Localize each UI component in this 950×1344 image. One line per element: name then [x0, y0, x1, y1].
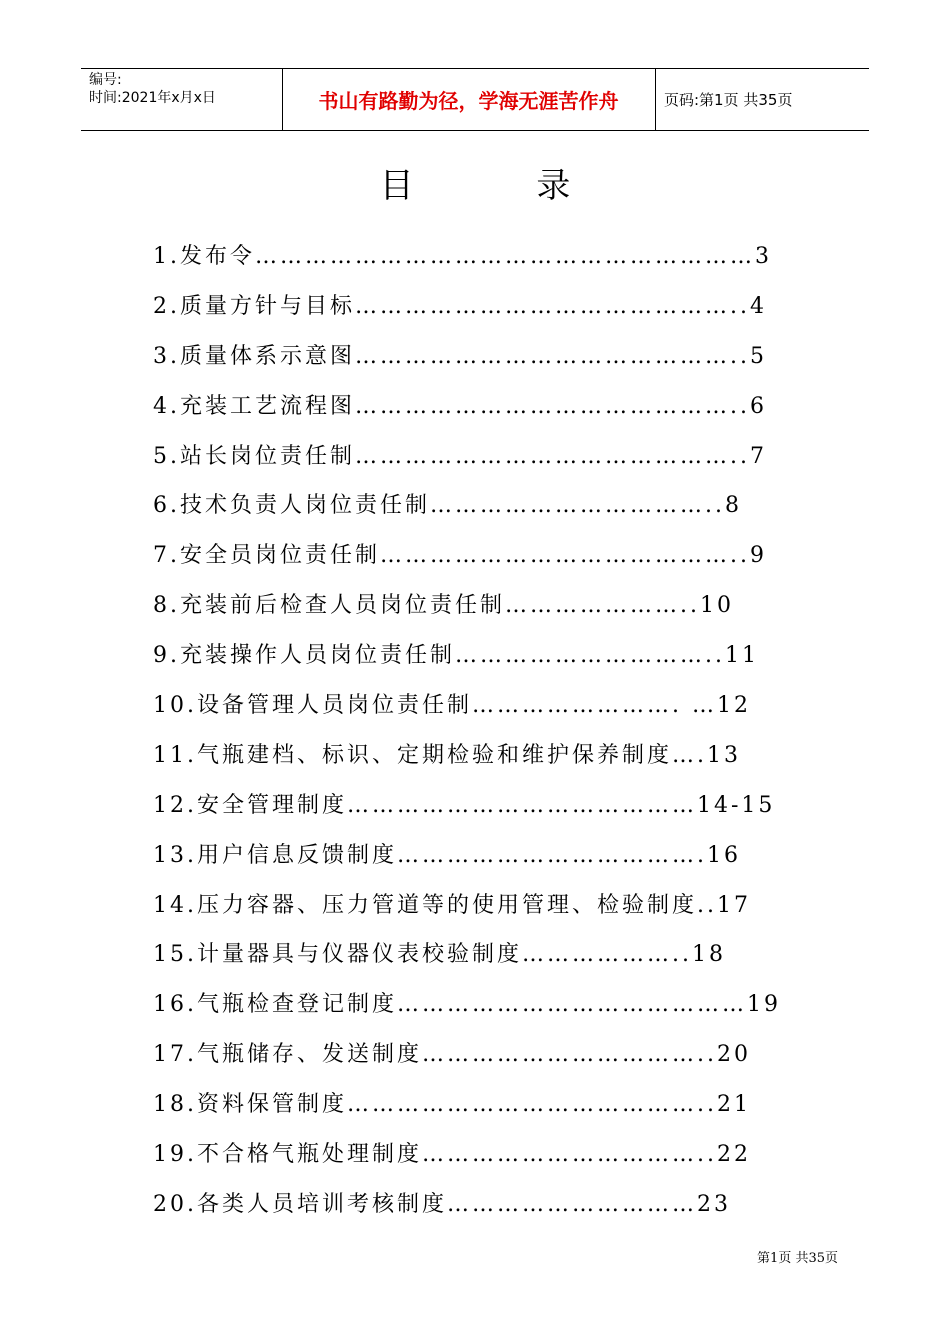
toc-entry[interactable]: 11.气瓶建档、标识、定期检验和维护保养制度….13: [153, 742, 741, 768]
document-time-label: 时间:2021年x月x日: [89, 90, 216, 106]
toc-entry[interactable]: 17.气瓶储存、发送制度……………………………..20: [153, 1042, 751, 1068]
toc-entry[interactable]: 19.不合格气瓶处理制度……………………………..22: [153, 1142, 751, 1168]
toc-entry[interactable]: 16.气瓶检查登记制度……………………………………19: [153, 992, 781, 1018]
header-meta: [89, 71, 216, 107]
toc-entry[interactable]: 8.充装前后检查人员岗位责任制…………………..10: [153, 593, 734, 619]
toc-entry[interactable]: 7.安全员岗位责任制……………………………………..9: [153, 543, 767, 569]
toc-entry[interactable]: 9.充装操作人员岗位责任制…………………………..11: [153, 643, 759, 669]
page-title: 目 录: [379, 166, 627, 206]
toc-entry[interactable]: 20.各类人员培训考核制度…………………………23: [153, 1191, 731, 1217]
header-divider: [655, 69, 656, 130]
toc-entry[interactable]: 3.质量体系示意图………………………………………..5: [153, 343, 767, 369]
toc-entry[interactable]: 18.资料保管制度……………………………………..21: [153, 1092, 751, 1118]
toc-entry[interactable]: 6.技术负责人岗位责任制……………………………..8: [153, 493, 742, 519]
table-of-contents: [153, 232, 781, 1230]
toc-entry[interactable]: 12.安全管理制度……………………………………14-15: [153, 792, 776, 818]
page-header: [81, 68, 869, 131]
toc-entry[interactable]: 15.计量器具与仪器仪表校验制度………………..18: [153, 942, 726, 968]
toc-entry[interactable]: 4.充装工艺流程图………………………………………..6: [153, 393, 767, 419]
toc-entry[interactable]: 10.设备管理人员岗位责任制……………………. …12: [153, 693, 751, 719]
toc-entry[interactable]: 2.质量方针与目标………………………………………..4: [153, 293, 767, 319]
header-page-number: 页码:第1页 共35页: [664, 91, 793, 109]
header-motto: 书山有路勤为径，学海无涯苦作舟: [318, 89, 619, 113]
toc-entry[interactable]: 5.站长岗位责任制………………………………………..7: [153, 443, 767, 469]
toc-entry[interactable]: 14.压力容器、压力管道等的使用管理、检验制度..17: [153, 892, 751, 918]
page-footer: 第1页 共35页: [757, 1251, 838, 1266]
document-number-label: 编号:: [89, 72, 122, 88]
toc-entry[interactable]: 1.发布令……………………………………………………3: [153, 244, 772, 269]
toc-entry[interactable]: 13.用户信息反馈制度……………………………….16: [153, 842, 741, 868]
